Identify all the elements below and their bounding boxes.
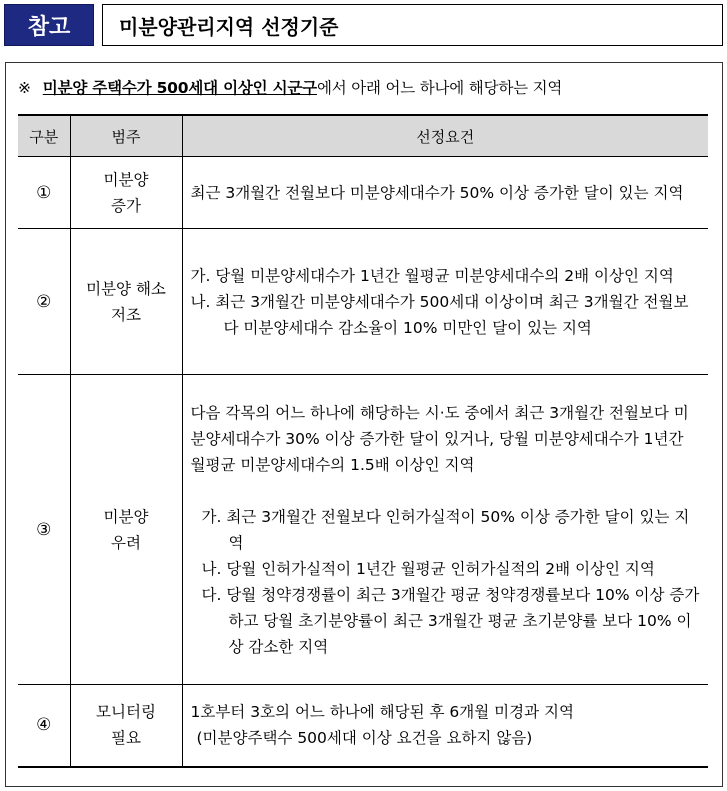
criteria-item: 가. 당월 미분양세대수가 1년간 월평균 미분양세대수의 2배 이상인 지역 <box>190 266 674 285</box>
table-header-row <box>18 115 708 157</box>
table-row <box>18 685 708 767</box>
header-division: 구분 <box>18 115 70 157</box>
row-number: ④ <box>18 685 70 767</box>
table-row <box>18 375 708 685</box>
page-title: 미분양관리지역 선정기준 <box>102 4 723 46</box>
criteria-table <box>18 114 708 768</box>
row-category <box>70 229 182 375</box>
category-line: 모니터링 <box>96 703 156 722</box>
reference-mark: ※ <box>18 79 31 97</box>
row-criteria <box>182 685 708 767</box>
row-number: ② <box>18 229 70 375</box>
row-category <box>70 685 182 767</box>
row-number: ① <box>18 157 70 229</box>
category-line: 미분양 <box>103 507 149 526</box>
criteria-sub: (미분양주택수 500세대 이상 요건을 요하지 않음) <box>196 729 533 748</box>
row-criteria <box>182 375 708 685</box>
row-category <box>70 157 182 229</box>
category-line: 증가 <box>111 196 141 215</box>
header-category: 범주 <box>70 115 182 157</box>
category-line: 미분양 <box>103 170 149 189</box>
table-row <box>18 229 708 375</box>
category-line: 미분양 해소 <box>86 279 166 298</box>
scope-note <box>18 76 708 98</box>
criteria-item: 다. 당월 청약경쟁률이 최근 3개월간 평균 청약경쟁률보다 10% 이상 증가하고 당월 초기분양률이 최근 3개월간 평균 초기분양률 보다 10% 이상 감소한 지역 <box>201 585 700 656</box>
row-category <box>70 375 182 685</box>
criteria-item: 나. 당월 인허가실적이 1년간 월평균 인허가실적의 2배 이상인 지역 <box>201 559 655 578</box>
reference-tag: 참고 <box>4 4 94 46</box>
criteria-item: 가. 최근 3개월간 전월보다 인허가실적이 50% 이상 증가한 달이 있는 지역 <box>201 507 690 552</box>
criteria-text: 1호부터 3호의 어느 하나에 해당된 후 6개월 미경과 지역 <box>190 703 574 722</box>
table-row <box>18 157 708 229</box>
category-line: 우려 <box>111 533 141 552</box>
note-rest: 에서 아래 어느 하나에 해당하는 지역 <box>316 79 563 97</box>
category-line: 필요 <box>111 729 141 748</box>
row-number: ③ <box>18 375 70 685</box>
header-criteria: 선정요건 <box>182 115 708 157</box>
category-line: 저조 <box>111 305 141 324</box>
row-criteria <box>182 229 708 375</box>
criteria-item: 나. 최근 3개월간 미분양세대수가 500세대 이상이며 최근 3개월간 전월보다 미분양세대수 감소율이 10% 미만인 달이 있는 지역 <box>190 292 689 337</box>
criteria-intro: 다음 각목의 어느 하나에 해당하는 시·도 중에서 최근 3개월간 전월보다 미분양세대수가 30% 이상 증가한 달이 있거나, 당월 미분양세대수가 1년간 월평균 미분양세대수의 1.5배 이상인 지역 <box>190 403 689 474</box>
note-emphasis: 미분양 주택수가 500세대 이상인 시군구 <box>42 79 317 97</box>
row-criteria: 최근 3개월간 전월보다 미분양세대수가 50% 이상 증가한 달이 있는 지역 <box>182 157 708 229</box>
